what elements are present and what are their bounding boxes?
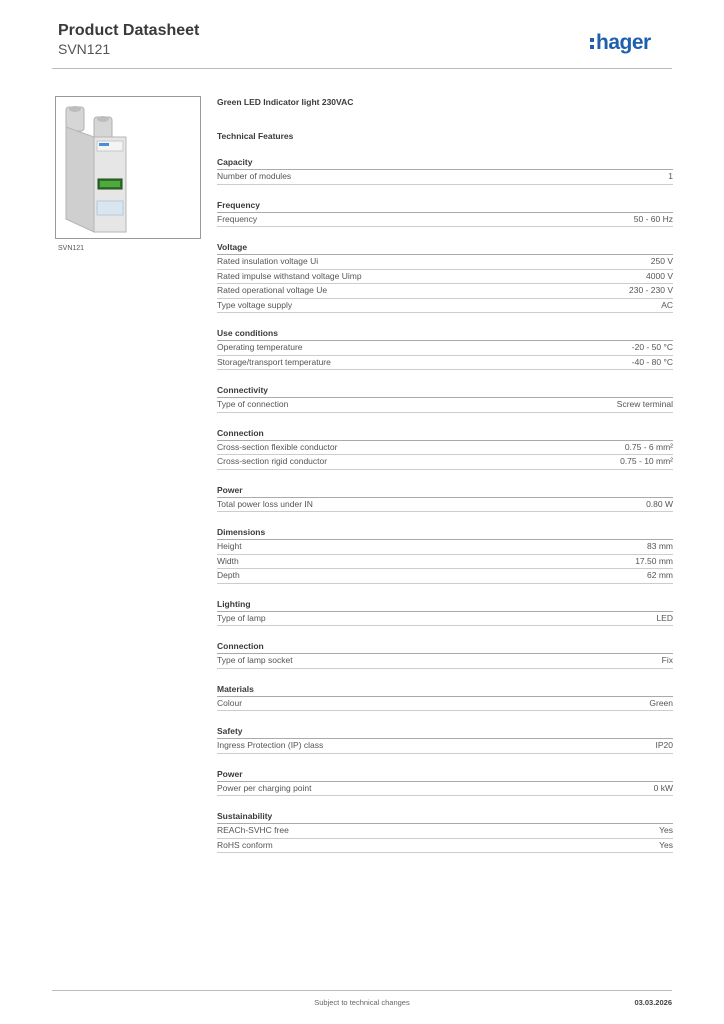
spec-label: Total power loss under IN xyxy=(217,498,313,509)
spec-value: 1 xyxy=(668,171,673,181)
spec-row xyxy=(217,839,673,854)
section-power xyxy=(217,484,673,513)
hager-logo xyxy=(590,28,672,58)
spec-row xyxy=(217,441,673,456)
spec-label: Type of lamp socket xyxy=(217,655,293,665)
spec-value: 83 mm xyxy=(647,541,673,551)
spec-label: Rated operational voltage Ue xyxy=(217,285,328,295)
spec-label: Cross-section flexible conductor xyxy=(217,441,338,452)
spec-label: Rated impulse withstand voltage Uimp xyxy=(217,270,362,281)
header-divider xyxy=(52,68,672,69)
spec-value: 250 V xyxy=(650,256,673,266)
spec-row xyxy=(217,612,673,627)
spec-value: -40 - 80 °C xyxy=(631,356,673,367)
hager-logo-icon xyxy=(590,30,672,56)
page-subtitle: SVN121 xyxy=(58,41,111,57)
header xyxy=(58,22,199,58)
spec-label: Operating temperature xyxy=(217,342,303,352)
technical-features xyxy=(217,96,673,853)
features-heading: Technical Features xyxy=(217,131,294,141)
spec-label: Storage/transport temperature xyxy=(217,356,331,367)
section-title: Connectivity xyxy=(217,384,673,398)
section-title: Power xyxy=(217,484,673,498)
section-power xyxy=(217,768,673,797)
section-title: Voltage xyxy=(217,241,673,255)
spec-value: Green xyxy=(649,697,673,708)
spec-value: Yes xyxy=(659,825,673,835)
section-connection xyxy=(217,640,673,669)
section-title: Use conditions xyxy=(217,327,673,341)
sections-list xyxy=(217,156,673,853)
section-title: Sustainability xyxy=(217,810,673,824)
section-voltage xyxy=(217,241,673,313)
spec-label: Depth xyxy=(217,570,240,580)
section-title: Power xyxy=(217,768,673,782)
spec-row xyxy=(217,284,673,299)
section-title: Connection xyxy=(217,427,673,441)
spec-value: 0.80 W xyxy=(646,498,673,509)
spec-value: 0.75 - 10 mm² xyxy=(620,456,673,466)
section-frequency xyxy=(217,199,673,228)
spec-row xyxy=(217,170,673,185)
spec-label: Width xyxy=(217,555,239,566)
section-lighting xyxy=(217,598,673,627)
section-title: Materials xyxy=(217,683,673,697)
spec-row xyxy=(217,398,673,413)
footer-date: 03.03.2026 xyxy=(634,998,672,1007)
spec-label: Cross-section rigid conductor xyxy=(217,456,328,466)
section-title: Safety xyxy=(217,725,673,739)
spec-row xyxy=(217,782,673,797)
spec-value: 17.50 mm xyxy=(635,555,673,566)
spec-label: Power per charging point xyxy=(217,782,312,793)
spec-label: RoHS conform xyxy=(217,839,273,850)
spec-label: Ingress Protection (IP) class xyxy=(217,740,324,750)
spec-row xyxy=(217,341,673,356)
page-title: Product Datasheet xyxy=(58,22,200,39)
product-name: Green LED Indicator light 230VAC xyxy=(217,97,354,107)
spec-value: Screw terminal xyxy=(616,399,673,409)
section-title: Frequency xyxy=(217,199,673,213)
product-image-caption: SVN121 xyxy=(58,245,85,252)
spec-row xyxy=(217,540,673,555)
spec-value: 62 mm xyxy=(647,570,673,580)
spec-value: IP20 xyxy=(655,740,673,750)
spec-label: Rated insulation voltage Ui xyxy=(217,256,319,266)
spec-row xyxy=(217,569,673,584)
section-title: Lighting xyxy=(217,598,673,612)
section-title: Connection xyxy=(217,640,673,654)
spec-label: Type of connection xyxy=(217,399,289,409)
spec-value: LED xyxy=(656,612,673,623)
svg-text:hager: hager xyxy=(596,31,651,54)
product-image xyxy=(55,96,201,239)
spec-label: Height xyxy=(217,541,242,551)
spec-row xyxy=(217,255,673,270)
section-connection xyxy=(217,427,673,470)
indicator-light-device-icon xyxy=(56,97,200,238)
spec-value: -20 - 50 °C xyxy=(631,342,673,352)
spec-value: Fix xyxy=(661,655,673,665)
spec-row xyxy=(217,498,673,513)
spec-value: AC xyxy=(661,299,673,310)
spec-row xyxy=(217,270,673,285)
spec-value: 230 - 230 V xyxy=(629,285,673,295)
spec-row xyxy=(217,555,673,570)
spec-label: Frequency xyxy=(217,213,258,224)
spec-value: Yes xyxy=(659,839,673,850)
spec-label: Type of lamp xyxy=(217,612,266,623)
spec-row xyxy=(217,654,673,669)
spec-row xyxy=(217,824,673,839)
section-dimensions xyxy=(217,526,673,584)
spec-row xyxy=(217,455,673,470)
spec-row xyxy=(217,739,673,754)
section-materials xyxy=(217,683,673,712)
footer-divider xyxy=(52,990,672,991)
section-sustainability xyxy=(217,810,673,853)
spec-value: 0.75 - 6 mm² xyxy=(624,441,673,452)
spec-label: Colour xyxy=(217,697,243,708)
section-title: Dimensions xyxy=(217,526,673,540)
section-title: Capacity xyxy=(217,156,673,170)
section-capacity xyxy=(217,156,673,185)
spec-value: 0 kW xyxy=(653,782,673,793)
footer-note: Subject to technical changes xyxy=(314,998,410,1007)
spec-row xyxy=(217,213,673,228)
spec-row xyxy=(217,356,673,371)
spec-label: Type voltage supply xyxy=(217,299,293,310)
section-connectivity xyxy=(217,384,673,413)
spec-value: 4000 V xyxy=(646,270,673,281)
spec-value: 50 - 60 Hz xyxy=(633,213,673,224)
spec-label: Number of modules xyxy=(217,171,292,181)
section-safety xyxy=(217,725,673,754)
spec-row xyxy=(217,697,673,712)
spec-label: REACh-SVHC free xyxy=(217,825,289,835)
section-use-conditions xyxy=(217,327,673,370)
spec-row xyxy=(217,299,673,314)
